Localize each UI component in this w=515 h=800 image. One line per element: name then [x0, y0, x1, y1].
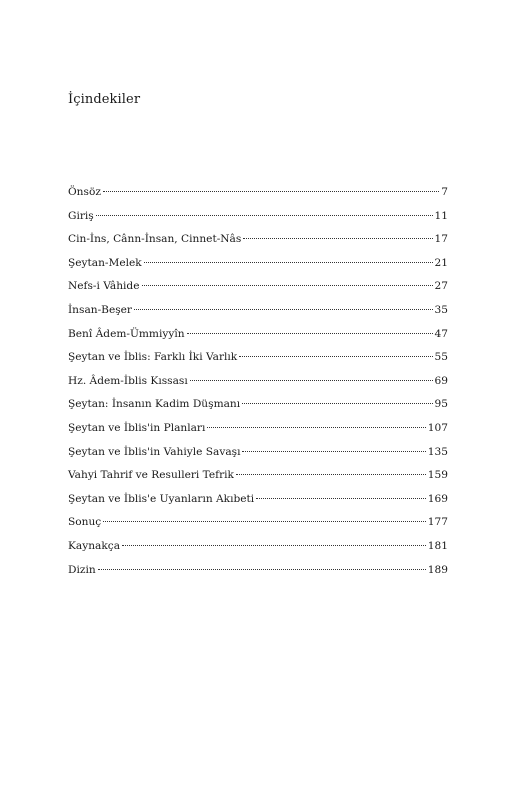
toc-entry	[68, 233, 448, 257]
dot-leader	[103, 191, 439, 192]
toc-entry-page-number: 189	[427, 563, 448, 576]
dot-leader	[187, 333, 433, 334]
toc-entry-title: Kaynakça	[68, 539, 121, 552]
toc-entry	[68, 280, 448, 304]
dot-leader	[190, 380, 433, 381]
dot-leader	[142, 285, 433, 286]
toc-entry	[68, 328, 448, 352]
dot-leader	[256, 498, 426, 499]
toc-entry-page-number: 159	[427, 469, 448, 482]
toc-entry-title: Hz. Âdem-İblis Kıssası	[68, 374, 188, 387]
toc-entry	[68, 493, 448, 517]
toc-entry-title: Şeytan-Melek	[68, 256, 142, 269]
dot-leader	[207, 427, 425, 428]
table-of-contents	[68, 186, 448, 587]
toc-entry-page-number: 95	[434, 398, 448, 411]
toc-entry	[68, 516, 448, 540]
dot-leader	[242, 403, 432, 404]
toc-entry-page-number: 69	[434, 374, 448, 387]
toc-entry-title: Şeytan ve İblis'in Planları	[68, 421, 206, 434]
toc-entry-page-number: 21	[434, 256, 448, 269]
dot-leader	[103, 521, 426, 522]
toc-entry-page-number: 11	[434, 209, 448, 222]
dot-leader	[243, 238, 432, 239]
toc-entry-page-number: 55	[434, 351, 448, 364]
page-title: İçindekiler	[68, 92, 141, 107]
dot-leader	[98, 569, 426, 570]
toc-entry-title: Şeytan ve İblis'in Vahiyle Savaşı	[68, 445, 241, 458]
toc-entry	[68, 351, 448, 375]
toc-entry	[68, 446, 448, 470]
toc-entry	[68, 375, 448, 399]
toc-entry	[68, 422, 448, 446]
toc-entry-title: Sonuç	[68, 516, 102, 529]
toc-entry	[68, 257, 448, 281]
toc-entry-title: Vahyi Tahrif ve Resulleri Tefrik	[68, 469, 234, 482]
dot-leader	[96, 215, 433, 216]
toc-entry-title: Önsöz	[68, 186, 101, 198]
toc-entry-page-number: 47	[434, 327, 448, 340]
toc-entry-title: Şeytan: İnsanın Kadim Düşmanı	[68, 398, 241, 411]
toc-entry-page-number: 27	[434, 280, 448, 293]
toc-entry-page-number: 135	[427, 445, 448, 458]
toc-entry	[68, 469, 448, 493]
toc-entry-title: Giriş	[68, 209, 94, 222]
dot-leader	[236, 474, 426, 475]
dot-leader	[242, 451, 425, 452]
toc-entry-title: Dizin	[68, 563, 96, 576]
toc-entry	[68, 210, 448, 234]
toc-entry-page-number: 177	[427, 516, 448, 529]
toc-entry	[68, 564, 448, 588]
toc-entry-page-number: 7	[441, 186, 448, 198]
toc-entry-page-number: 169	[427, 492, 448, 505]
toc-entry-page-number: 181	[427, 539, 448, 552]
dot-leader	[134, 309, 433, 310]
toc-entry-title: Şeytan ve İblis: Farklı İki Varlık	[68, 351, 238, 364]
toc-entry	[68, 540, 448, 564]
toc-entry-title: Benî Âdem-Ümmiyyîn	[68, 327, 185, 340]
toc-entry	[68, 398, 448, 422]
toc-entry	[68, 186, 448, 210]
toc-entry-title: Cin-İns, Cânn-İnsan, Cinnet-Nâs	[68, 233, 242, 246]
dot-leader	[122, 545, 426, 546]
dot-leader	[144, 262, 433, 263]
toc-entry-title: İnsan-Beşer	[68, 303, 132, 316]
toc-entry-title: Şeytan ve İblis'e Uyanların Akıbeti	[68, 492, 255, 505]
toc-entry-page-number: 35	[434, 303, 448, 316]
dot-leader	[239, 356, 432, 357]
toc-entry	[68, 304, 448, 328]
toc-entry-page-number: 17	[434, 233, 448, 246]
toc-entry-title: Nefs-i Vâhide	[68, 280, 140, 293]
toc-entry-page-number: 107	[427, 421, 448, 434]
